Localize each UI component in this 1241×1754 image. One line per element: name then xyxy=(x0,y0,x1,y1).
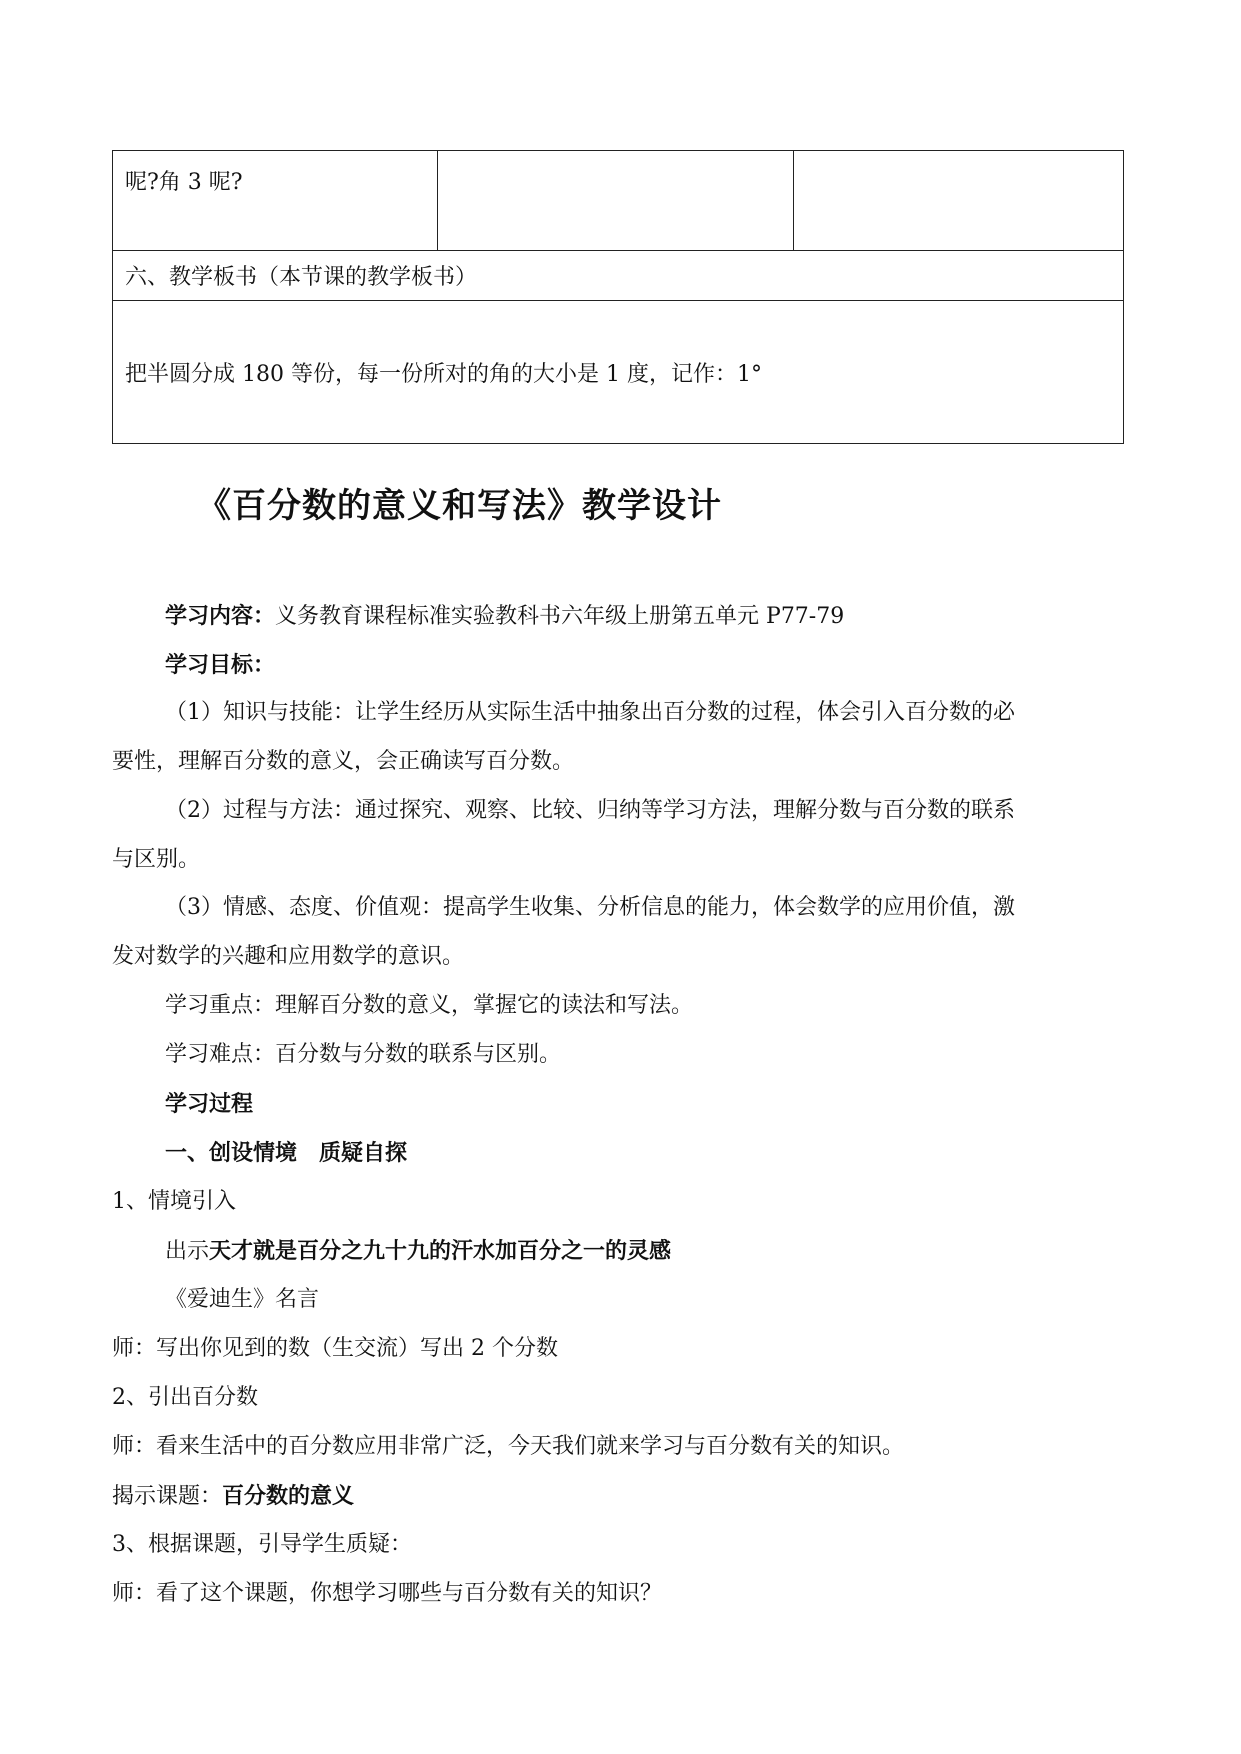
quote-source: 《爱迪生》名言 xyxy=(165,1287,320,1312)
reveal-title: 百分数的意义 xyxy=(222,1483,355,1509)
step-2: 2、引出百分数 xyxy=(112,1385,258,1410)
show-prefix: 出示 xyxy=(165,1239,210,1264)
teacher-line-2: 师：看来生活中的百分数应用非常广泛，今天我们就来学习与百分数有关的知识。 xyxy=(112,1434,905,1459)
teacher-line-1: 师：写出你见到的数（生交流）写出 2 个分数 xyxy=(112,1336,558,1361)
show-quote xyxy=(165,1236,671,1267)
blackboard-content: 把半圆分成 180 等份，每一份所对的角的大小是 1 度，记作：1° xyxy=(125,361,762,387)
edison-quote: 天才就是百分之九十九的汗水加百分之一的灵感 xyxy=(209,1238,672,1264)
goal-3-line-1: （3）情感、态度、价值观：提高学生收集、分析信息的能力，体会数学的应用价值，激 xyxy=(165,895,1015,920)
goal-2-line-2: 与区别。 xyxy=(112,847,201,872)
process-label: 学习过程 xyxy=(165,1091,254,1117)
learning-content xyxy=(165,601,844,632)
step-3: 3、根据课题，引导学生质疑： xyxy=(112,1532,412,1557)
table-row xyxy=(113,301,1123,443)
goal-3-line-2: 发对数学的兴趣和应用数学的意识。 xyxy=(112,944,465,969)
difficulty: 学习难点：百分数与分数的联系与区别。 xyxy=(165,1042,562,1067)
table-cell xyxy=(438,151,794,250)
learning-content-text: 义务教育课程标准实验教科书六年级上册第五单元 P77-79 xyxy=(275,604,845,629)
goal-2-line-1: （2）过程与方法：通过探究、观察、比较、归纳等学习方法，理解分数与百分数的联系 xyxy=(165,798,1015,823)
step-1: 1、情境引入 xyxy=(112,1189,236,1214)
reveal-prefix: 揭示课题： xyxy=(112,1484,223,1509)
teacher-line-3: 师：看了这个课题，你想学习哪些与百分数有关的知识？ xyxy=(112,1581,663,1606)
document-title: 《百分数的意义和写法》教学设计 xyxy=(197,486,722,526)
lesson-table xyxy=(112,150,1124,444)
goal-1-line-2: 要性，理解百分数的意义，会正确读写百分数。 xyxy=(112,749,575,774)
blackboard-heading: 六、教学板书（本节课的教学板书） xyxy=(125,265,478,290)
table-row xyxy=(113,251,1123,301)
section-1-heading: 一、创设情境 质疑自探 xyxy=(165,1140,408,1166)
reveal-topic xyxy=(112,1481,354,1512)
table-cell: 呢?角 3 呢? xyxy=(113,151,438,250)
goal-1-line-1: （1）知识与技能：让学生经历从实际生活中抽象出百分数的过程，体会引入百分数的必 xyxy=(165,700,1015,725)
goals-label: 学习目标： xyxy=(165,652,276,678)
table-row xyxy=(113,151,1123,251)
learning-content-label: 学习内容： xyxy=(165,603,276,629)
table-cell xyxy=(794,151,1123,250)
key-point: 学习重点：理解百分数的意义，掌握它的读法和写法。 xyxy=(165,993,694,1018)
